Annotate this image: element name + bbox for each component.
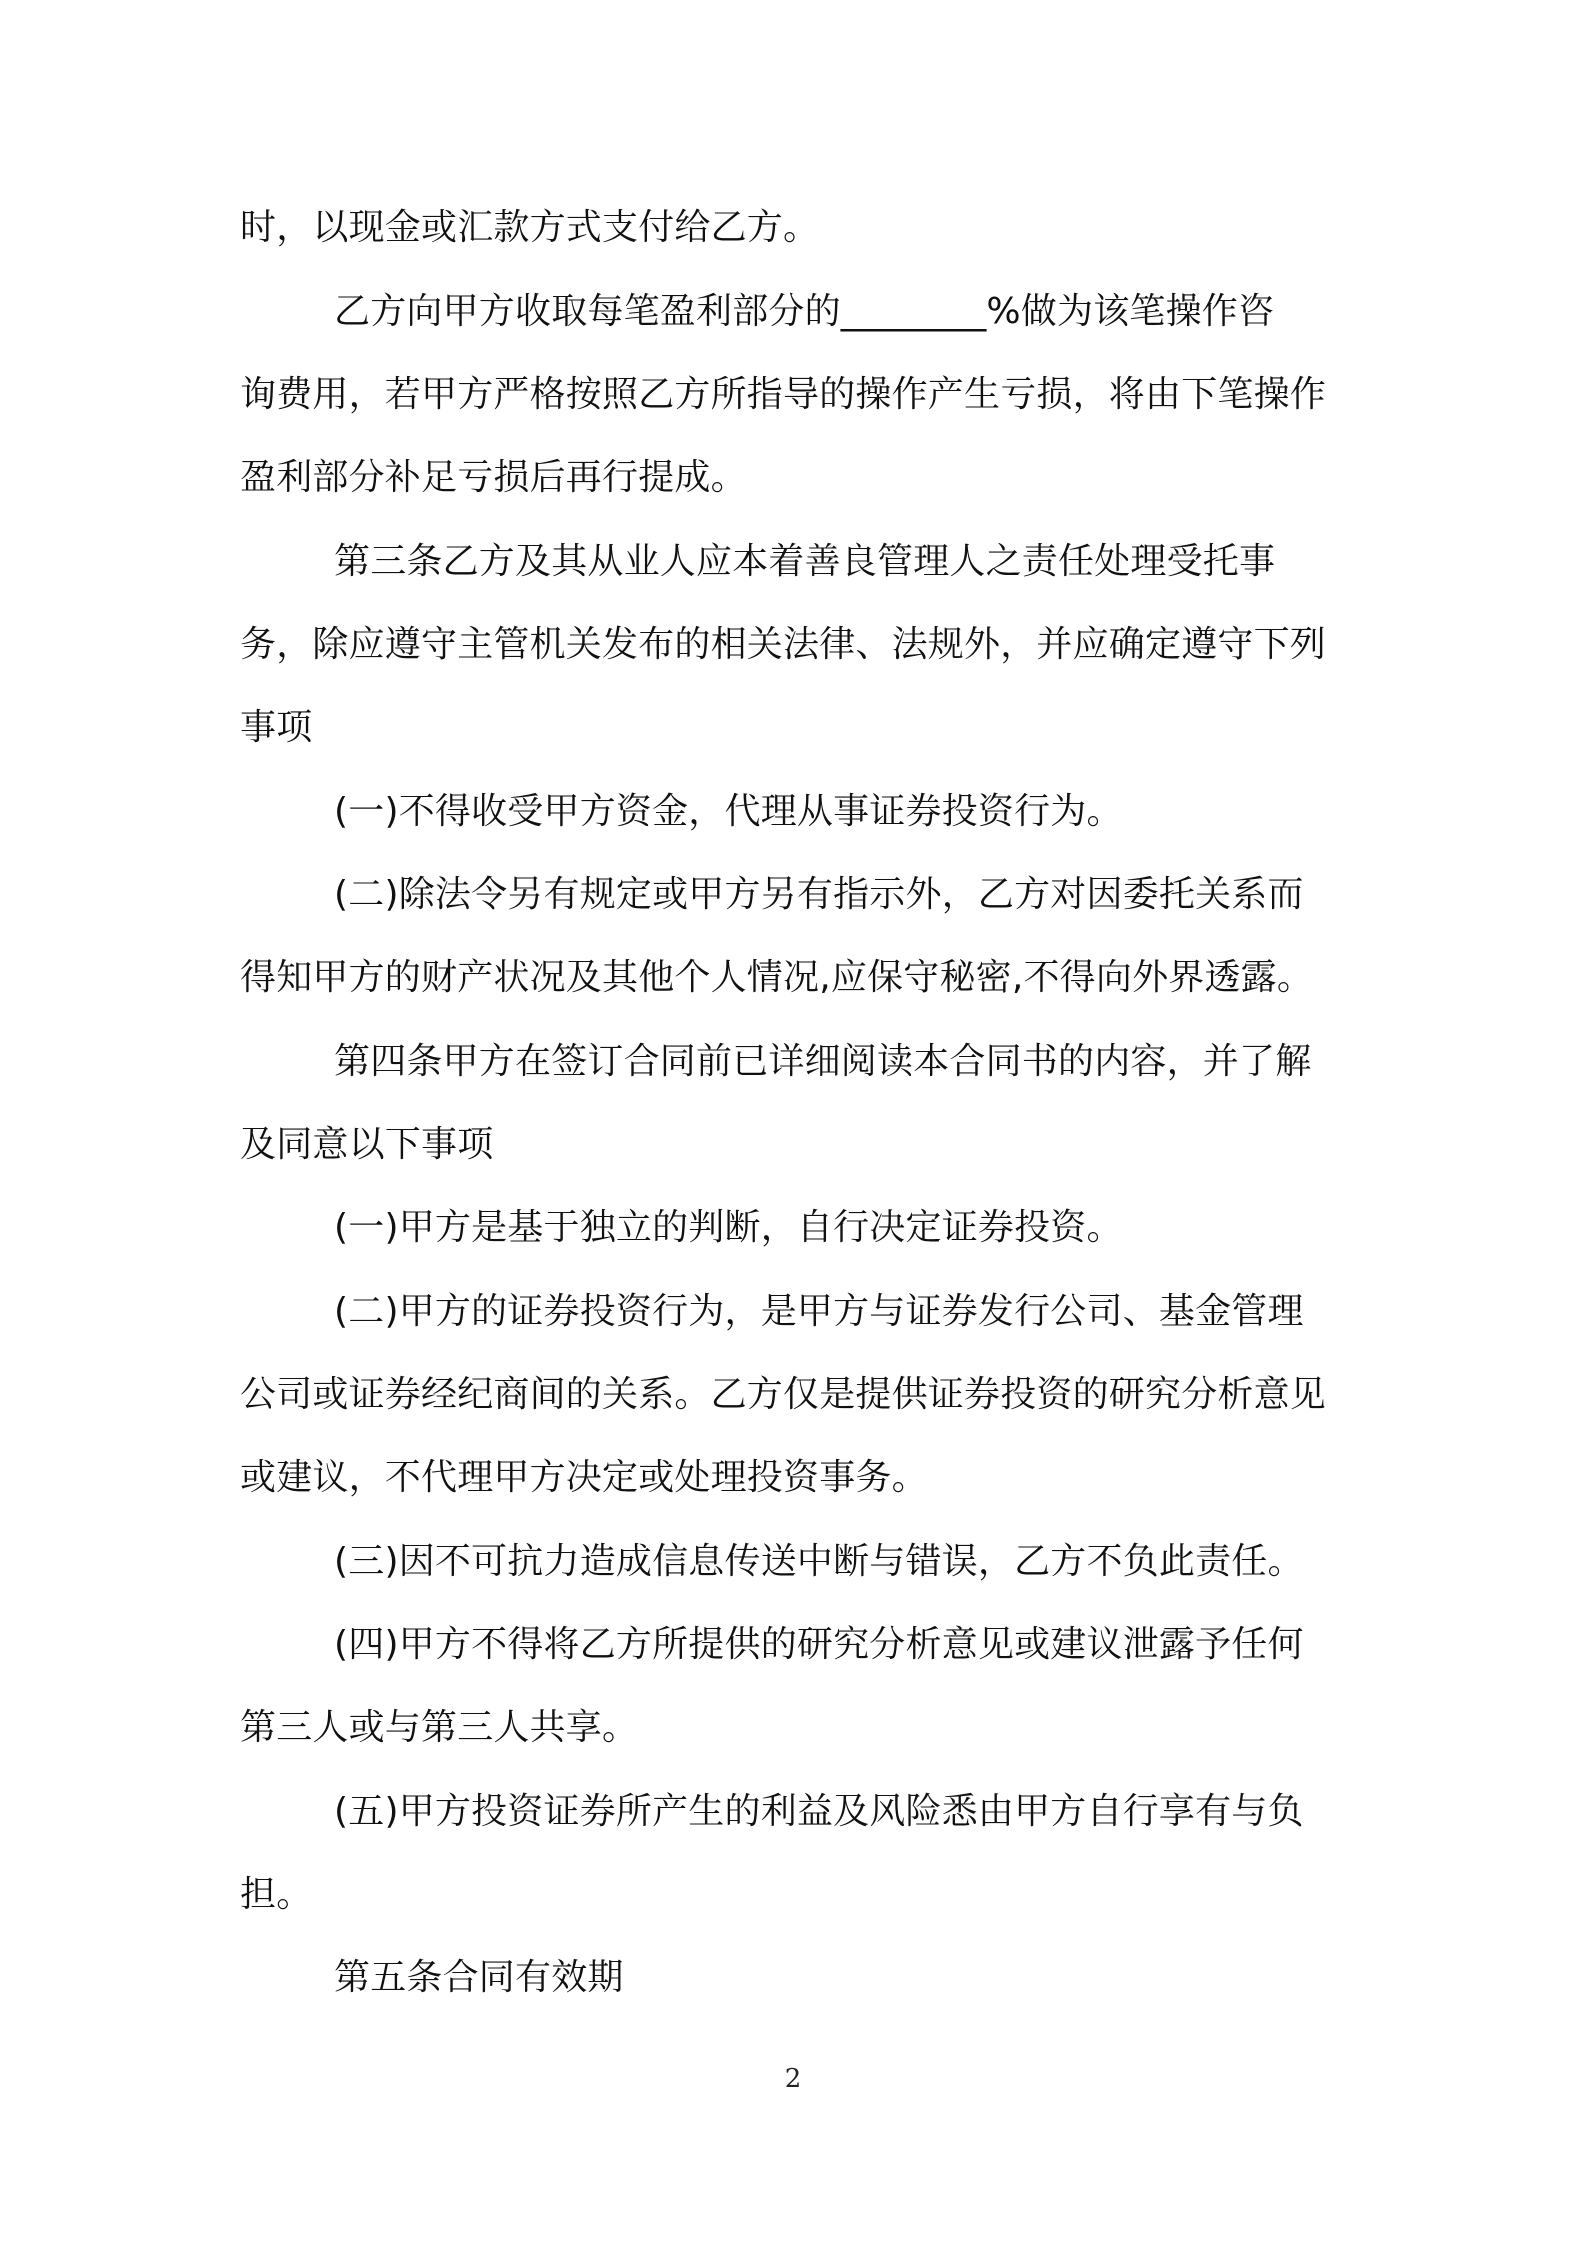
text-line: 时，以现金或汇款方式支付给乙方。 xyxy=(240,207,820,248)
text-line: 第三人或与第三人共享。 xyxy=(240,1707,639,1748)
text-line: 担。 xyxy=(240,1874,313,1915)
text-line: (三)因不可抗力造成信息传送中断与错误，乙方不负此责任。 xyxy=(334,1541,1304,1582)
text-line: (四)甲方不得将乙方所提供的研究分析意见或建议泄露予任何 xyxy=(334,1624,1304,1665)
text-line: 事项 xyxy=(240,707,313,748)
text-line: (二)甲方的证券投资行为，是甲方与证券发行公司、基金管理 xyxy=(334,1291,1304,1332)
text-line: (一)甲方是基于独立的判断，自行决定证券投资。 xyxy=(334,1207,1123,1248)
text-line: (二)除法令另有规定或甲方另有指示外，乙方对因委托关系而 xyxy=(334,874,1304,915)
text-line: 或建议，不代理甲方决定或处理投资事务。 xyxy=(240,1457,928,1498)
text-line: 第五条合同有效期 xyxy=(334,1957,624,1998)
page-number: 2 xyxy=(784,2064,802,2094)
text-line: 乙方向甲方收取每笔盈利部分的________%做为该笔操作咨 xyxy=(334,291,1275,332)
text-line: 得知甲方的财产状况及其他个人情况,应保守秘密,不得向外界透露。 xyxy=(240,957,1314,998)
text-line: (一)不得收受甲方资金，代理从事证券投资行为。 xyxy=(334,791,1123,832)
text-line: 公司或证券经纪商间的关系。乙方仅是提供证券投资的研究分析意见 xyxy=(240,1374,1327,1415)
text-line: 询费用，若甲方严格按照乙方所指导的操作产生亏损，将由下笔操作 xyxy=(240,374,1327,415)
text-line: 务，除应遵守主管机关发布的相关法律、法规外，并应确定遵守下列 xyxy=(240,624,1327,665)
text-line: 第四条甲方在签订合同前已详细阅读本合同书的内容，并了解 xyxy=(334,1041,1312,1082)
text-line: 第三条乙方及其从业人应本着善良管理人之责任处理受托事 xyxy=(334,541,1276,582)
text-line: (五)甲方投资证券所产生的利益及风险悉由甲方自行享有与负 xyxy=(334,1791,1304,1832)
text-line: 盈利部分补足亏损后再行提成。 xyxy=(240,457,747,498)
text-line: 及同意以下事项 xyxy=(240,1124,494,1165)
